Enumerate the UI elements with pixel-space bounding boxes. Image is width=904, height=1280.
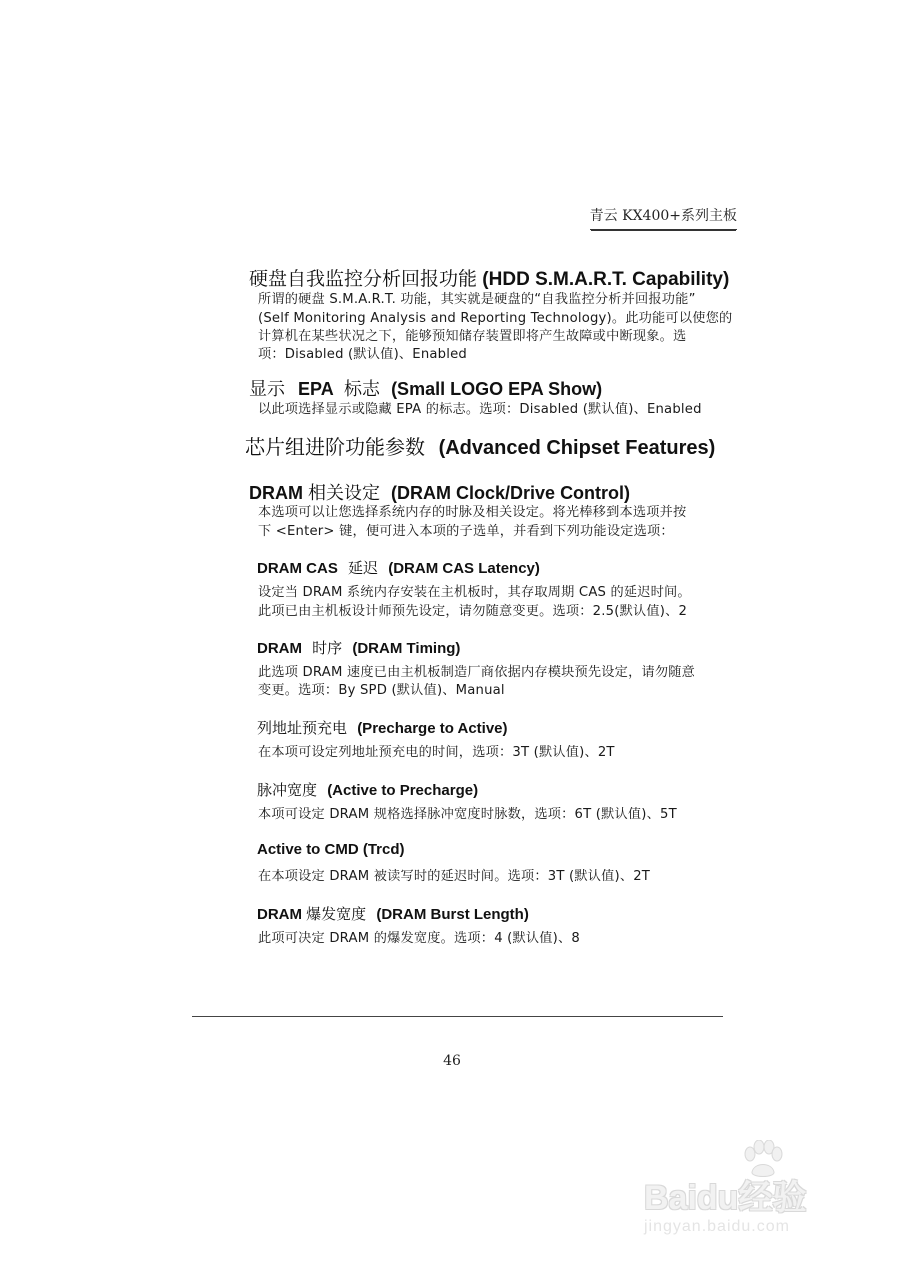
cas-line-1: 设定当 DRAM 系统内存安装在主机板时，其存取周期 CAS 的延迟时间。: [258, 585, 691, 600]
timing-heading: [257, 637, 460, 658]
smart-line-1: 所谓的硬盘 S.M.A.R.T. 功能，其实就是硬盘的“自我监控分析并回报功能”: [258, 292, 696, 307]
smart-heading-en: (HDD S.M.A.R.T. Capability): [482, 269, 730, 290]
smart-heading-cn: 硬盘自我监控分析回报功能: [249, 268, 478, 290]
dram-clock-heading-cn: 相关设定: [308, 483, 381, 504]
timing-line-1: 此选项 DRAM 速度已由主机板制造厂商依据内存模块预先设定，请勿随意: [258, 665, 696, 680]
precharge-line-1: 在本项可设定列地址预充电的时间，选项：3T (默认值)、2T: [258, 745, 615, 760]
dram-clock-heading-pre: DRAM: [249, 483, 303, 503]
page-number: 46: [443, 1053, 461, 1069]
burst-heading: [257, 903, 529, 924]
epa-heading-cn-2: 标志: [344, 379, 381, 400]
cas-heading-en: (DRAM CAS Latency): [388, 560, 540, 577]
timing-heading-en: (DRAM Timing): [352, 640, 461, 657]
smart-line-4: 项：Disabled (默认值)、Enabled: [258, 347, 467, 362]
precharge-heading: [257, 717, 508, 738]
running-header: 青云 KX400+系列主板: [590, 205, 737, 230]
pulse-heading-cn: 脉冲宽度: [257, 781, 318, 799]
burst-heading-pre: DRAM: [257, 906, 302, 923]
cas-heading-cn: 延迟: [348, 559, 379, 577]
chipset-heading-en: (Advanced Chipset Features): [438, 437, 716, 459]
timing-line-2: 变更。选项：By SPD (默认值)、Manual: [258, 683, 505, 698]
dram-clock-line-2: 下 <Enter> 键，便可进入本项的子选单，并看到下列功能设定选项：: [258, 524, 674, 539]
trcd-line-1: 在本项设定 DRAM 被读写时的延迟时间。选项：3T (默认值)、2T: [258, 869, 651, 884]
cas-heading-pre: DRAM CAS: [257, 560, 338, 577]
timing-heading-cn: 时序: [312, 639, 343, 657]
chipset-heading-cn: 芯片组进阶功能参数: [245, 435, 425, 459]
trcd-heading-en: Active to CMD (Trcd): [257, 841, 405, 858]
timing-heading-pre: DRAM: [257, 640, 302, 657]
burst-line-1: 此项可决定 DRAM 的爆发宽度。选项：4 (默认值)、8: [258, 931, 581, 946]
burst-heading-en: (DRAM Burst Length): [376, 906, 529, 923]
dram-clock-line-1: 本选项可以让您选择系统内存的时脉及相关设定。将光棒移到本选项并按: [258, 505, 687, 520]
epa-heading-cn-1: 显示: [249, 379, 285, 400]
dram-clock-heading-en: (DRAM Clock/Drive Control): [391, 483, 631, 503]
pulse-line-1: 本项可设定 DRAM 规格选择脉冲宽度时脉数，选项：6T (默认值)、5T: [258, 807, 677, 822]
precharge-heading-cn: 列地址预充电: [257, 719, 348, 737]
cas-line-2: 此项已由主机板设计师预先设定，请勿随意变更。选项：2.5(默认值)、2: [258, 604, 688, 619]
epa-line-1: 以此项选择显示或隐藏 EPA 的标志。选项：Disabled (默认值)、Enabled: [258, 402, 702, 417]
watermark-url: jingyan.baidu.com: [644, 1218, 790, 1235]
pulse-heading-en: (Active to Precharge): [327, 782, 479, 799]
watermark-logo: Baidu经验: [644, 1179, 807, 1217]
baidu-watermark: [644, 1140, 854, 1250]
smart-line-3: 计算机在某些状况之下，能够预知储存装置即将产生故障或中断现象。选: [258, 329, 687, 344]
trcd-heading: [257, 841, 405, 858]
cas-heading: [257, 557, 540, 578]
epa-heading-mid: EPA: [298, 379, 334, 399]
burst-heading-cn: 爆发宽度: [306, 905, 367, 923]
smart-line-2: (Self Monitoring Analysis and Reporting Technology)。此功能可以使您的: [258, 311, 733, 326]
chipset-heading: [245, 431, 715, 460]
epa-heading-en: (Small LOGO EPA Show): [391, 379, 603, 399]
pulse-heading: [257, 779, 478, 800]
footer-divider: [192, 1016, 723, 1017]
smart-heading: [249, 264, 729, 291]
precharge-heading-en: (Precharge to Active): [357, 720, 508, 737]
